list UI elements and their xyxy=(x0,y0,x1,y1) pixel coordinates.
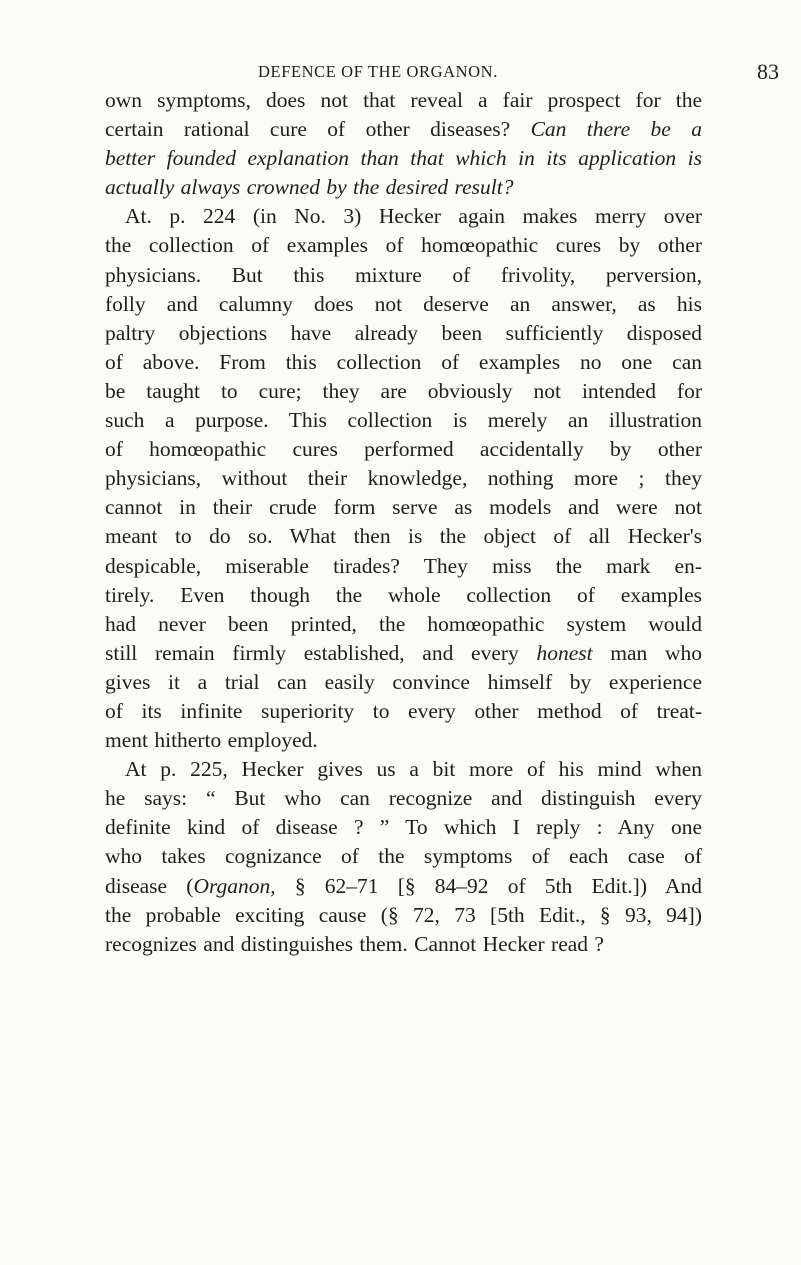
text-line xyxy=(105,406,702,435)
text-line xyxy=(105,493,702,522)
text-segment: At p. 225, Hecker gives us a bit more of his mind when xyxy=(125,757,702,782)
text-segment: the collection of examples of homœopathic cures by other xyxy=(105,233,702,258)
text-segment: such a purpose. This collection is merely an illustration xyxy=(105,408,702,433)
text-line xyxy=(105,581,702,610)
italic-text: better founded explanation than that which in its application is xyxy=(105,146,702,171)
text-line xyxy=(105,755,702,784)
page-number: 83 xyxy=(757,59,779,84)
text-segment: of its infinite superiority to every other method of treat- xyxy=(105,698,702,723)
italic-text: honest xyxy=(536,640,593,665)
italic-text: actually always crowned by the desired result? xyxy=(105,175,514,200)
text-segment: despicable, miserable tirades? They miss the mark en- xyxy=(105,553,702,578)
text-line xyxy=(105,813,702,842)
text-line xyxy=(105,522,702,551)
text-line xyxy=(105,202,702,231)
text-segment: gives it a trial can easily convince himself by experience xyxy=(105,669,702,694)
text-segment: man who xyxy=(592,640,703,665)
text-segment: still remain firmly established, and every xyxy=(105,640,537,665)
text-line xyxy=(105,639,702,668)
text-line xyxy=(105,930,702,959)
text-segment: be taught to cure; they are obviously not intended for xyxy=(105,378,702,403)
text-line xyxy=(105,86,702,115)
running-head-title: DEFENCE OF THE ORGANON. xyxy=(258,62,498,81)
body-text xyxy=(105,86,702,959)
text-line xyxy=(105,231,702,260)
italic-text: Can there be a xyxy=(530,117,702,142)
italic-text: Organon, xyxy=(193,873,276,898)
text-line xyxy=(105,261,702,290)
text-line xyxy=(105,872,702,901)
text-line xyxy=(105,697,702,726)
text-line xyxy=(105,173,702,202)
text-line xyxy=(105,115,702,144)
text-line xyxy=(105,552,702,581)
text-line xyxy=(105,290,702,319)
text-segment: § 62–71 [§ 84–92 of 5th Edit.]) And xyxy=(275,873,702,898)
text-segment: At. p. 224 (in No. 3) Hecker again makes merry over xyxy=(125,204,702,229)
text-segment: had never been printed, the homœopathic system would xyxy=(105,611,702,636)
text-line xyxy=(105,668,702,697)
text-line xyxy=(105,610,702,639)
text-line xyxy=(105,348,702,377)
text-segment: paltry objections have already been sufficiently disposed xyxy=(105,320,702,345)
text-line xyxy=(105,726,702,755)
text-segment: who takes cognizance of the symptoms of each case of xyxy=(105,844,702,869)
text-line xyxy=(105,435,702,464)
text-line xyxy=(105,842,702,871)
text-segment: of above. From this collection of examples no one can xyxy=(105,349,702,374)
text-segment: physicians, without their knowledge, nothing more ; they xyxy=(105,466,702,491)
text-line xyxy=(105,377,702,406)
running-head xyxy=(0,59,801,88)
text-line xyxy=(105,319,702,348)
text-segment: folly and calumny does not deserve an answer, as his xyxy=(105,291,702,316)
text-segment: of homœopathic cures performed accidentally by other xyxy=(105,437,702,462)
text-segment: physicians. But this mixture of frivolity, perversion, xyxy=(105,262,702,287)
text-segment: disease ( xyxy=(105,873,194,898)
text-segment: the probable exciting cause (§ 72, 73 [5th Edit., § 93, 94]) xyxy=(105,902,702,927)
text-segment: certain rational cure of other diseases? xyxy=(105,117,531,142)
text-segment: cannot in their crude form serve as models and were not xyxy=(105,495,702,520)
text-line xyxy=(105,784,702,813)
text-segment: meant to do so. What then is the object of all Hecker's xyxy=(105,524,702,549)
text-segment: ment hitherto employed. xyxy=(105,728,318,753)
text-segment: tirely. Even though the whole collection of examples xyxy=(105,582,702,607)
text-segment: definite kind of disease ? ” To which I reply : Any one xyxy=(105,815,702,840)
text-segment: own symptoms, does not that reveal a fair prospect for the xyxy=(105,88,702,112)
text-segment: recognizes and distinguishes them. Cannot Hecker read ? xyxy=(105,931,604,956)
text-line xyxy=(105,901,702,930)
text-line xyxy=(105,144,702,173)
text-line xyxy=(105,464,702,493)
text-segment: he says: “ But who can recognize and distinguish every xyxy=(105,786,702,811)
